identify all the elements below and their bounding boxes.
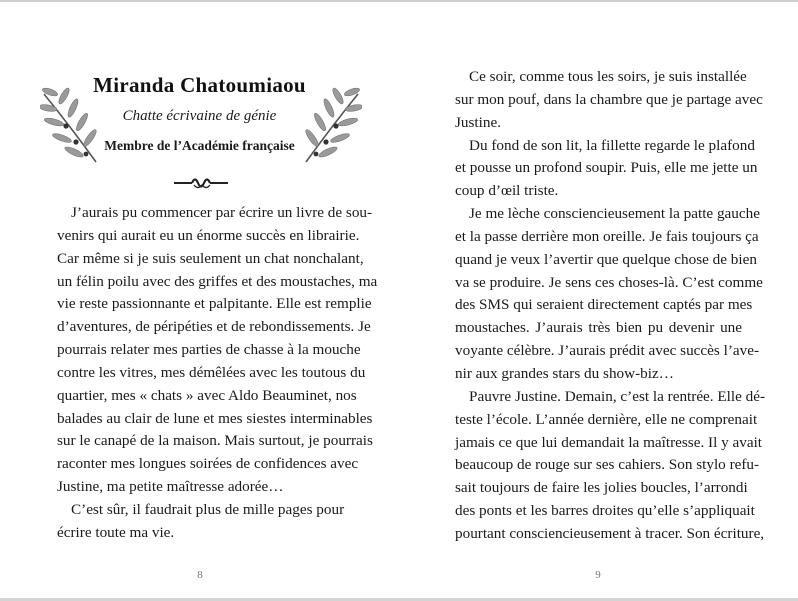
paragraph bbox=[455, 66, 763, 135]
text-line: Car même si je suis seulement un chat nonchalant, bbox=[57, 249, 364, 267]
text-line: Je me lèche consciencieusement la patte gauche bbox=[469, 205, 760, 223]
text-line: des SMS qui seraient directement captés par mes bbox=[455, 296, 753, 314]
paragraph bbox=[57, 202, 378, 499]
author-name: Miranda Chatoumiaou bbox=[93, 73, 306, 97]
paragraph bbox=[57, 499, 345, 545]
text-line: jamais ce que lui demandait la maîtresse. Il y avait bbox=[455, 433, 763, 451]
page-number: 8 bbox=[197, 569, 203, 581]
text-line: contre les vitres, mes démêlées avec les toutous du bbox=[57, 363, 366, 381]
text-line: Ce soir, comme tous les soirs, je suis installée bbox=[469, 68, 747, 85]
text-line: des ponts et les barres droites qu’elle s’appliquait bbox=[455, 502, 755, 520]
text-line: J’aurais pu commencer par écrire un livre de sou- bbox=[71, 204, 373, 221]
text-line: nir aux grandes stars du show-biz… bbox=[455, 364, 674, 382]
paragraph bbox=[455, 135, 758, 204]
text-line: sur mon pouf, dans la chambre que je partage avec bbox=[455, 90, 763, 108]
text-line: quand je veux l’avertir que quelque chose de bien bbox=[455, 250, 757, 268]
text-line: C’est sûr, il faudrait plus de mille pages pour bbox=[71, 500, 345, 518]
author-membership: Membre de l’Académie française bbox=[104, 138, 295, 153]
text-line: Du fond de son lit, la fillette regarde le plafond bbox=[469, 136, 755, 154]
author-subtitle: Chatte écrivaine de génie bbox=[122, 108, 277, 124]
text-line: coup d’œil triste. bbox=[455, 182, 559, 200]
text-line: Justine, ma petite maîtresse adorée… bbox=[57, 478, 284, 496]
text-line: Justine. bbox=[455, 113, 501, 131]
text-line: moustaches. J’aurais très bien pu devenir une bbox=[455, 319, 742, 337]
text-line: venirs qui aurait eu un énorme succès en librairie. bbox=[57, 226, 360, 244]
text-line: beaucoup de rouge sur ses cahiers. Son stylo refu- bbox=[455, 456, 760, 474]
olive-branch-left-icon bbox=[40, 86, 102, 166]
page-number: 9 bbox=[595, 569, 601, 581]
text-line: Pauvre Justine. Demain, c’est la rentrée. Elle dé- bbox=[469, 387, 766, 405]
text-line: un félin poilu avec des griffes et des moustaches, ma bbox=[57, 272, 378, 290]
left-page bbox=[0, 0, 399, 598]
right-page-text bbox=[455, 66, 766, 546]
text-line: raconter mes longues soirées de confidences avec bbox=[57, 455, 359, 473]
text-line: sur le canapé de la maison. Mais surtout, je pourrais bbox=[57, 432, 373, 450]
text-line: vie reste passionnante et palpitante. Elle est remplie bbox=[57, 295, 372, 313]
text-line: balades au clair de lune et mes siestes interminables bbox=[57, 409, 373, 427]
text-line: sait toujours de faire les jolies boucles, l’arrondi bbox=[455, 479, 748, 497]
text-line: quartier, mes « chats » avec Aldo Beauminet, nos bbox=[57, 386, 357, 404]
text-line: pourrais relater mes parties de chasse à la mouche bbox=[57, 341, 361, 359]
left-page-text bbox=[57, 202, 378, 545]
paragraph bbox=[455, 386, 766, 546]
text-line: et pousse un profond soupir. Puis, elle me jette un bbox=[455, 159, 758, 177]
text-line: d’aventures, de péripéties et de rebondissements. Je bbox=[57, 318, 371, 336]
olive-branch-right-icon bbox=[300, 86, 362, 166]
text-line: écrire toute ma vie. bbox=[57, 523, 175, 541]
text-line: et la passe derrière mon oreille. Je fais toujours ça bbox=[455, 227, 759, 245]
text-line: va se produire. Je sens ces choses-là. C’est comme bbox=[455, 273, 763, 291]
ornament-divider-icon bbox=[172, 174, 230, 190]
text-line: teste l’école. L’année dernière, elle ne comprenait bbox=[455, 410, 758, 428]
right-page bbox=[399, 0, 798, 598]
text-line: pourtant consciencieusement à tracer. Son écriture, bbox=[455, 524, 765, 542]
paragraph bbox=[455, 203, 763, 386]
text-line: voyante célèbre. J’aurais prédit avec succès l’ave- bbox=[455, 342, 760, 360]
